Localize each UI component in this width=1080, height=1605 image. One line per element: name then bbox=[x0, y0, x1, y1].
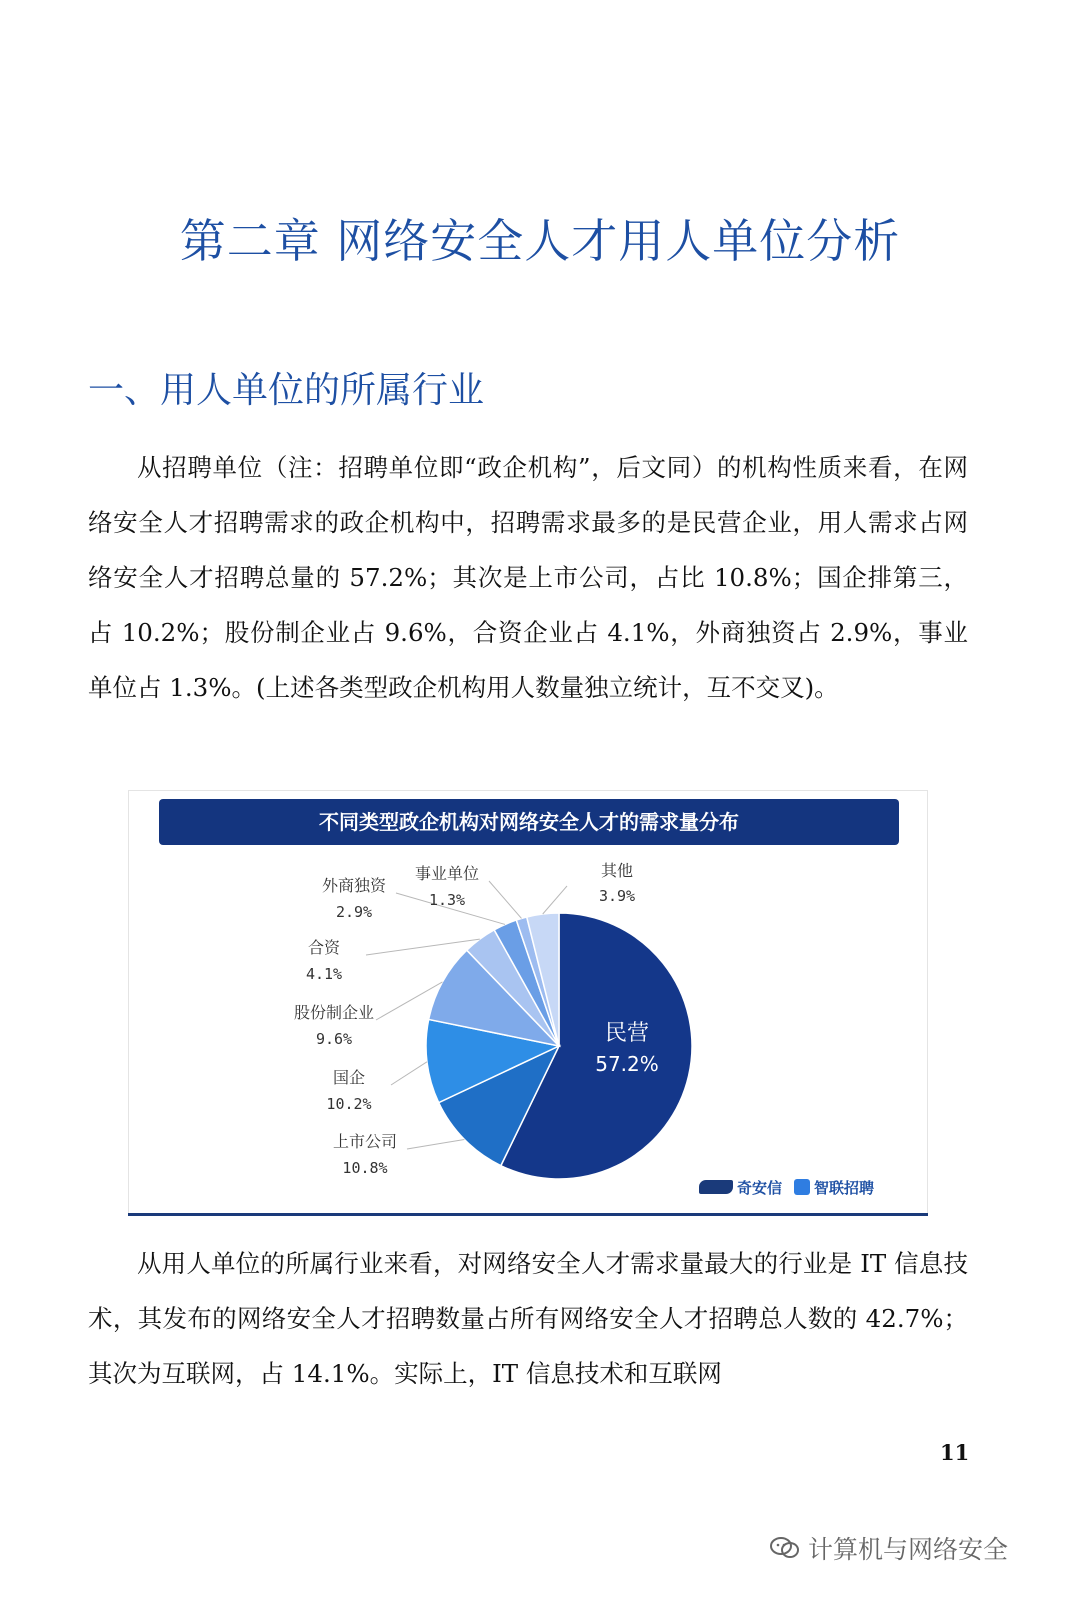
watermark bbox=[770, 1530, 1008, 1566]
section-title: 一、用人单位的所属行业 bbox=[88, 370, 485, 411]
page-number: 11 bbox=[940, 1440, 970, 1465]
slice-label: 国企 bbox=[332, 1068, 366, 1087]
chart-title: 不同类型政企机构对网络安全人才的需求量分布 bbox=[159, 799, 899, 845]
slice-label: 股份制企业 bbox=[293, 1003, 375, 1022]
pie-chart bbox=[128, 790, 928, 1215]
slice-label: 外商独资 bbox=[321, 876, 387, 895]
slice-label: 上市公司 bbox=[332, 1132, 398, 1151]
leader-line bbox=[407, 1139, 464, 1149]
slice-label: 合资 bbox=[307, 938, 341, 957]
logo1-text: 奇安信 bbox=[737, 1178, 783, 1197]
leader-line bbox=[391, 1062, 427, 1085]
chapter-title: 第二章 网络安全人才用人单位分析 bbox=[179, 214, 901, 268]
watermark-text: 计算机与网络安全 bbox=[808, 1535, 1009, 1564]
slice-label: 事业单位 bbox=[414, 864, 480, 883]
chart-logos bbox=[699, 1176, 874, 1198]
paragraph: 从用人单位的所属行业来看，对网络安全人才需求量最大的行业是 IT 信息技术，其发布的网络安全人才招聘数量占所有网络安全人才招聘总人数的 42.7%；其次为互联网，占 14.1%。实际上，IT 信息技术和互联网 bbox=[88, 1249, 968, 1388]
slice-value-label: 2.9% bbox=[335, 903, 373, 921]
leader-line bbox=[366, 939, 480, 955]
slice-label: 民营 bbox=[604, 1021, 650, 1046]
slice-value-label: 9.6% bbox=[315, 1030, 353, 1048]
slice-value-label: 10.2% bbox=[326, 1095, 372, 1113]
slice-value-label: 3.9% bbox=[598, 887, 636, 905]
slice-value-label: 4.1% bbox=[305, 965, 343, 983]
qianxin-logo-icon bbox=[699, 1180, 733, 1194]
pie-chart-svg bbox=[129, 791, 927, 1214]
logo2-text: 智联招聘 bbox=[814, 1178, 875, 1197]
divider bbox=[128, 1213, 928, 1216]
leader-line bbox=[489, 881, 521, 918]
leader-line bbox=[543, 886, 567, 914]
slice-value-label: 1.3% bbox=[428, 891, 466, 909]
wechat-icon bbox=[770, 1536, 800, 1560]
zhaopin-logo-icon bbox=[794, 1179, 810, 1195]
slice-value-label: 57.2% bbox=[595, 1052, 659, 1076]
paragraph: 从招聘单位（注：招聘单位即“政企机构”，后文同）的机构性质来看，在网络安全人才招聘需求的政企机构中，招聘需求最多的是民营企业，用人需求占网络安全人才招聘总量的 57.2%；其次是上市公司，占比 10.8%；国企排第三，占 10.2%；股份制企业占 9.6%，合资企业占 4.1%，外商独资占 2.9%，事业单位占 1.3%。(上述各类型政企机构用人数量独立统计，互不交叉)。 bbox=[88, 453, 968, 702]
slice-value-label: 10.8% bbox=[342, 1159, 388, 1177]
slice-label: 其他 bbox=[600, 861, 634, 880]
